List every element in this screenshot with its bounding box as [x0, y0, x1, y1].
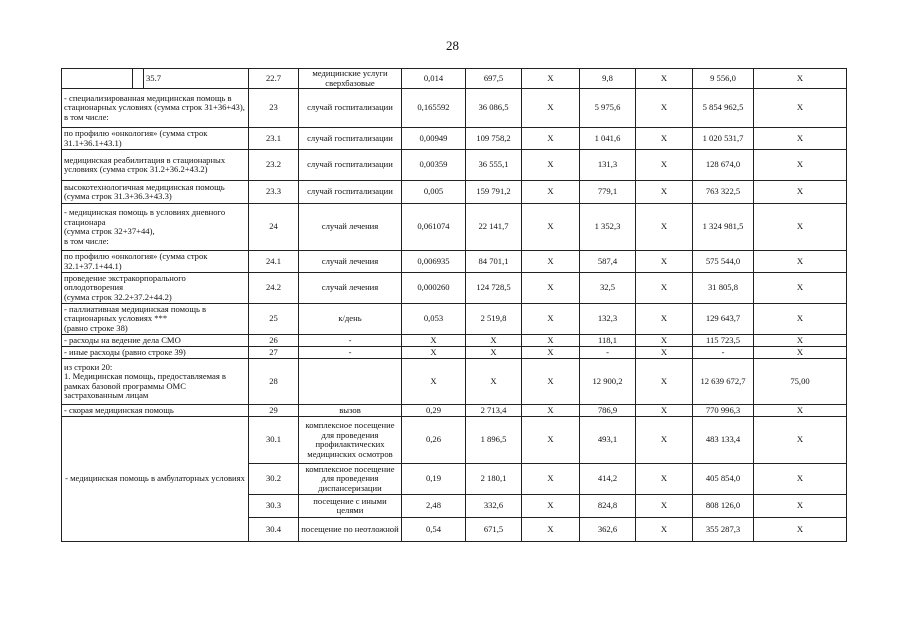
value-cell: X — [522, 464, 580, 495]
value-cell: X — [522, 251, 580, 273]
row-number: 29 — [249, 405, 299, 417]
value-cell: X — [754, 273, 847, 304]
page-number: 28 — [446, 38, 459, 53]
value-cell: 0,26 — [402, 417, 466, 464]
value-cell: X — [522, 128, 580, 150]
unit-cell: посещение по неотложной — [299, 518, 402, 542]
value-cell: 0,54 — [402, 518, 466, 542]
value-cell: X — [522, 304, 580, 335]
value-cell: X — [636, 417, 693, 464]
value-cell: 109 758,2 — [466, 128, 522, 150]
value-cell: X — [636, 69, 693, 89]
value-cell: 12 639 672,7 — [693, 359, 754, 405]
value-cell: X — [522, 181, 580, 204]
value-cell: X — [522, 495, 580, 518]
value-cell: 575 544,0 — [693, 251, 754, 273]
value-cell: 0,00359 — [402, 150, 466, 181]
row-label: медицинская реабилитация в стационарных условиях (сумма строк 31.2+36.2+43.2) — [62, 150, 249, 181]
unit-cell: посещение с иными целями — [299, 495, 402, 518]
value-cell: X — [754, 405, 847, 417]
cost-cell: 697,5 — [466, 69, 522, 89]
volume-cell: 0,014 — [402, 69, 466, 89]
value-cell: 824,8 — [580, 495, 636, 518]
row-number: 23 — [249, 89, 299, 128]
value-cell: X — [522, 69, 580, 89]
value-cell: X — [522, 405, 580, 417]
value-cell: 31 805,8 — [693, 273, 754, 304]
row-label: - скорая медицинская помощь — [62, 405, 249, 417]
row-number: 26 — [249, 335, 299, 347]
unit-cell: комплексное посещение для проведения диспансеризации — [299, 464, 402, 495]
value-cell: 9,8 — [580, 69, 636, 89]
row-label: - расходы на ведение дела СМО — [62, 335, 249, 347]
unit-cell: случай госпитализации — [299, 128, 402, 150]
unit-cell: случай лечения — [299, 251, 402, 273]
row-number: 28 — [249, 359, 299, 405]
table-row — [62, 417, 847, 464]
value-cell: 0,165592 — [402, 89, 466, 128]
table-row — [62, 89, 847, 128]
value-cell: 12 900,2 — [580, 359, 636, 405]
value-cell: 159 791,2 — [466, 181, 522, 204]
value-cell: X — [636, 347, 693, 359]
value-cell: 483 133,4 — [693, 417, 754, 464]
value-cell: 2 713,4 — [466, 405, 522, 417]
value-cell: X — [522, 417, 580, 464]
value-cell: X — [522, 347, 580, 359]
table-row — [62, 273, 847, 304]
row-label: из строки 20: 1. Медицинская помощь, предоставляемая в рамках базовой программы ОМС застрахованным лицам — [62, 359, 249, 405]
value-cell: X — [466, 359, 522, 405]
value-cell: 355 287,3 — [693, 518, 754, 542]
value-cell: 671,5 — [466, 518, 522, 542]
row-label: по профилю «онкология» (сумма строк 32.1+37.1+44.1) — [62, 251, 249, 273]
value-cell: X — [636, 495, 693, 518]
value-cell: 587,4 — [580, 251, 636, 273]
ambulatory-label: - медицинская помощь в амбулаторных условиях — [62, 417, 249, 542]
value-cell: X — [636, 89, 693, 128]
value-cell: 786,9 — [580, 405, 636, 417]
value-cell: X — [636, 405, 693, 417]
value-cell: 779,1 — [580, 181, 636, 204]
row-number: 27 — [249, 347, 299, 359]
row-label: высокотехнологичная медицинская помощь (сумма строк 31.3+36.3+43.3) — [62, 181, 249, 204]
unit-cell — [299, 359, 402, 405]
value-cell: X — [636, 359, 693, 405]
value-cell: X — [754, 150, 847, 181]
row-label: проведение экстракорпорального оплодотворения (сумма строк 32.2+37.2+44.2) — [62, 273, 249, 304]
table-row — [62, 181, 847, 204]
value-cell: X — [402, 359, 466, 405]
row-number: 23.1 — [249, 128, 299, 150]
unit-cell: - — [299, 335, 402, 347]
table-row — [62, 304, 847, 335]
value-cell: X — [522, 335, 580, 347]
value-cell: X — [754, 128, 847, 150]
value-cell: X — [754, 304, 847, 335]
unit-cell: случай госпитализации — [299, 181, 402, 204]
value-cell: 493,1 — [580, 417, 636, 464]
value-cell: 115 723,5 — [693, 335, 754, 347]
value-cell: X — [522, 150, 580, 181]
row-number: 30.4 — [249, 518, 299, 542]
value-cell: X — [636, 464, 693, 495]
row-number: 25 — [249, 304, 299, 335]
value-cell: X — [636, 150, 693, 181]
value-cell: 131,3 — [580, 150, 636, 181]
data-table — [61, 68, 847, 542]
unit-cell: случай госпитализации — [299, 150, 402, 181]
value-cell: 1 041,6 — [580, 128, 636, 150]
value-cell: X — [522, 359, 580, 405]
value-cell: 129 643,7 — [693, 304, 754, 335]
value-cell: X — [636, 251, 693, 273]
value-cell: X — [636, 335, 693, 347]
row-number: 24 — [249, 204, 299, 251]
value-cell: 36 086,5 — [466, 89, 522, 128]
value-cell: 405 854,0 — [693, 464, 754, 495]
value-cell: 332,6 — [466, 495, 522, 518]
value-cell: 362,6 — [580, 518, 636, 542]
value-cell: 1 896,5 — [466, 417, 522, 464]
table-row — [62, 405, 847, 417]
value-cell: X — [754, 251, 847, 273]
value-cell: X — [754, 181, 847, 204]
unit-cell: медицинские услуги сверхбазовые — [299, 69, 402, 89]
value-cell: - — [693, 347, 754, 359]
value-cell: 5 975,6 — [580, 89, 636, 128]
value-cell: 124 728,5 — [466, 273, 522, 304]
table-row — [62, 69, 847, 89]
value-cell: 36 555,1 — [466, 150, 522, 181]
value-cell: X — [636, 181, 693, 204]
unit-cell: комплексное посещение для проведения профилактических медицинских осмотров — [299, 417, 402, 464]
table-row — [62, 150, 847, 181]
table-row — [62, 335, 847, 347]
row-label: - паллиативная медицинская помощь в стационарных условиях *** (равно строке 38) — [62, 304, 249, 335]
value-cell: X — [466, 347, 522, 359]
value-cell: X — [522, 89, 580, 128]
unit-cell: случай лечения — [299, 204, 402, 251]
value-cell: X — [754, 464, 847, 495]
value-cell: 5 854 962,5 — [693, 89, 754, 128]
value-cell: X — [522, 518, 580, 542]
value-cell: 0,00949 — [402, 128, 466, 150]
value-cell: X — [636, 204, 693, 251]
unit-cell: вызов — [299, 405, 402, 417]
value-cell: X — [522, 273, 580, 304]
value-cell: 0,000260 — [402, 273, 466, 304]
value-cell: 9 556,0 — [693, 69, 754, 89]
value-cell: X — [636, 273, 693, 304]
row-number: 24.2 — [249, 273, 299, 304]
row-number: 24.1 — [249, 251, 299, 273]
table-row — [62, 128, 847, 150]
value-cell: 0,005 — [402, 181, 466, 204]
value-cell: 75,00 — [754, 359, 847, 405]
value-cell: 132,3 — [580, 304, 636, 335]
value-cell: X — [636, 518, 693, 542]
value-cell: X — [754, 69, 847, 89]
row-label: по профилю «онкология» (сумма строк 31.1+36.1+43.1) — [62, 128, 249, 150]
row-number: 23.2 — [249, 150, 299, 181]
unit-cell: - — [299, 347, 402, 359]
table-row — [62, 359, 847, 405]
row-number: 23.3 — [249, 181, 299, 204]
unit-cell: случай лечения — [299, 273, 402, 304]
value-cell: X — [754, 417, 847, 464]
value-cell: 0,19 — [402, 464, 466, 495]
value-cell: X — [754, 204, 847, 251]
value-cell: X — [636, 304, 693, 335]
value-cell: X — [754, 347, 847, 359]
table-row — [62, 251, 847, 273]
value-cell: 770 996,3 — [693, 405, 754, 417]
value-cell: 763 322,5 — [693, 181, 754, 204]
value-cell: 1 324 981,5 — [693, 204, 754, 251]
table-row — [62, 204, 847, 251]
row-label: - специализированная медицинская помощь в стационарных условиях (сумма строк 31+36+43), в том числе: — [62, 89, 249, 128]
value-cell: - — [580, 347, 636, 359]
value-cell: X — [402, 347, 466, 359]
value-cell: 128 674,0 — [693, 150, 754, 181]
value-cell: 1 352,3 — [580, 204, 636, 251]
value-cell: 0,053 — [402, 304, 466, 335]
table-row — [62, 347, 847, 359]
row-number: 30.1 — [249, 417, 299, 464]
value-cell: 2 180,1 — [466, 464, 522, 495]
value-cell: 2,48 — [402, 495, 466, 518]
value-cell: X — [754, 518, 847, 542]
value-cell: 22 141,7 — [466, 204, 522, 251]
value-cell: 0,006935 — [402, 251, 466, 273]
row-number: 22.7 — [249, 69, 299, 89]
value-cell: X — [754, 335, 847, 347]
value-cell: X — [402, 335, 466, 347]
row-label: - иные расходы (равно строке 39) — [62, 347, 249, 359]
row-label: - медицинская помощь в условиях дневного стационара (сумма строк 32+37+44), в том числе: — [62, 204, 249, 251]
value-cell: 32,5 — [580, 273, 636, 304]
unit-cell: к/день — [299, 304, 402, 335]
value-cell: X — [754, 89, 847, 128]
value-cell: 0,29 — [402, 405, 466, 417]
value-cell: 0,061074 — [402, 204, 466, 251]
value-cell: 2 519,8 — [466, 304, 522, 335]
value-cell: 414,2 — [580, 464, 636, 495]
row-subnumber: 35.7 — [144, 69, 249, 89]
value-cell: X — [522, 204, 580, 251]
row-number: 30.2 — [249, 464, 299, 495]
value-cell: 84 701,1 — [466, 251, 522, 273]
value-cell: 808 126,0 — [693, 495, 754, 518]
value-cell: 1 020 531,7 — [693, 128, 754, 150]
value-cell: X — [636, 128, 693, 150]
row-number: 30.3 — [249, 495, 299, 518]
value-cell: X — [466, 335, 522, 347]
unit-cell: случай госпитализации — [299, 89, 402, 128]
value-cell: 118,1 — [580, 335, 636, 347]
value-cell: X — [754, 495, 847, 518]
